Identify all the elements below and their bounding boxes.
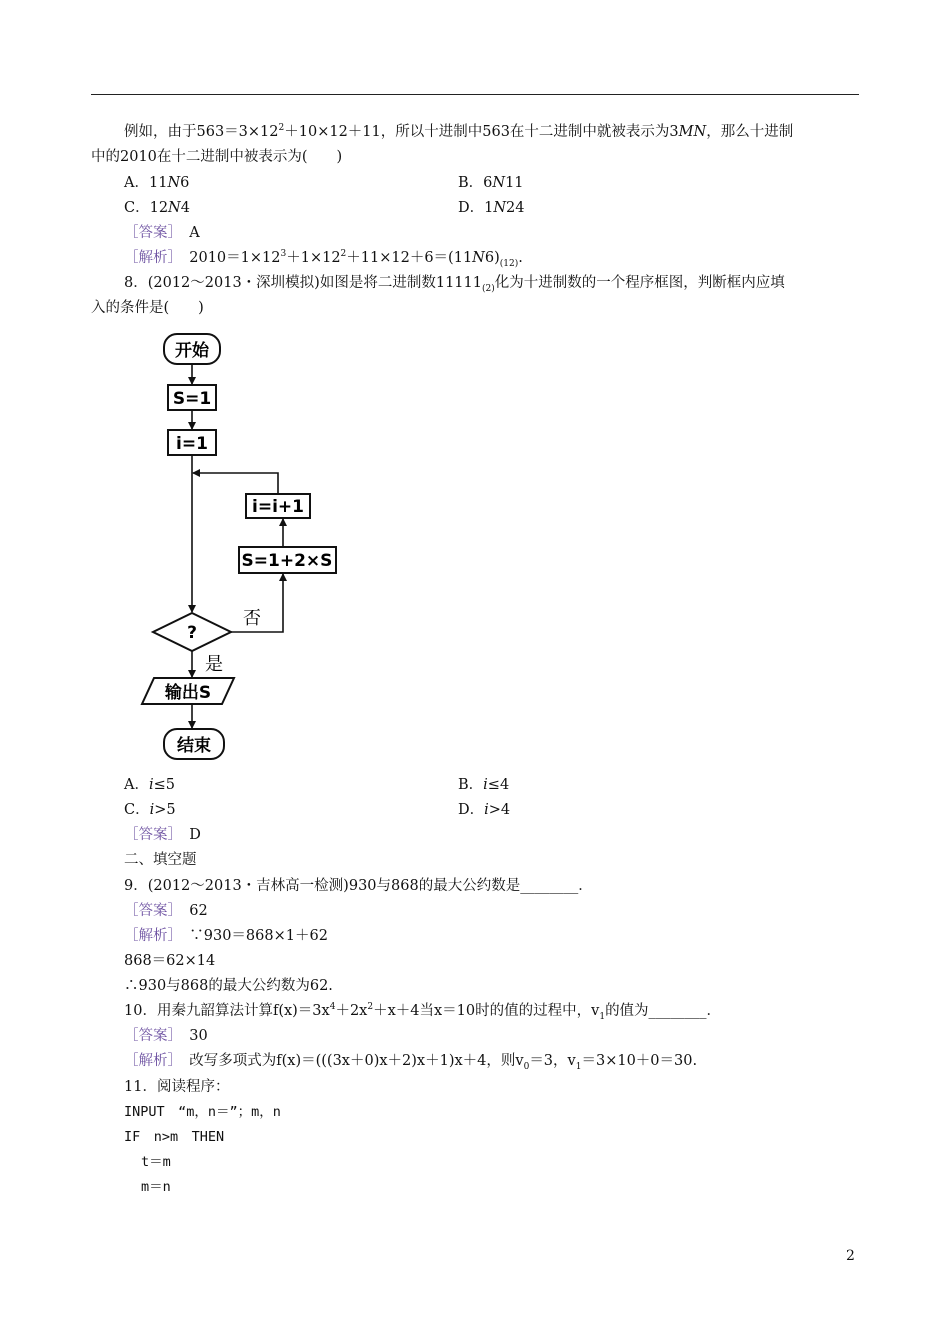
q9-answer: ［答案］ 62 [124, 903, 208, 919]
q9-analysis-line2: 868＝62×14 [124, 953, 216, 969]
flow-no-label: 否 [243, 608, 261, 629]
q8-option-b: B．i≤4 [458, 777, 510, 793]
analysis-tag: ［解析］ [124, 928, 175, 944]
analysis-tag: ［解析］ [124, 1053, 175, 1069]
analysis-tag: ［解析］ [124, 250, 175, 266]
q9-analysis: ［解析］ ∵930＝868×1＋62 [124, 928, 328, 944]
q11-code-line4: m＝n [141, 1179, 171, 1195]
flow-i-inc-label: i=i+1 [252, 497, 304, 517]
flow-i-init-label: i=1 [176, 434, 208, 454]
page-number: 2 [846, 1248, 855, 1264]
q8-stem-line2: 入的条件是( ) [91, 300, 204, 316]
answer-tag: ［答案］ [124, 1028, 175, 1044]
flowchart [140, 328, 360, 768]
q7-answer: ［答案］ A [124, 225, 200, 241]
q11-stem: 11．阅读程序： [124, 1079, 230, 1095]
q8-option-d: D．i>4 [458, 802, 511, 818]
q8-option-a: A．i≤5 [124, 777, 175, 793]
q8-answer: ［答案］ D [124, 827, 201, 843]
q8-stem-line1: 8．(2012～2013・深圳模拟)如图是将二进制数$11111_{(2)}$化为十进制数的一个程序框图，判断框内应填 [124, 275, 785, 294]
q7-option-c: C．12N4 [124, 200, 190, 216]
answer-tag: ［答案］ [124, 827, 175, 843]
flow-decision-label: ? [187, 623, 197, 643]
q7-stem-line2: 中的2010在十二进制中被表示为( ) [91, 149, 343, 165]
q7-option-b: B．6N11 [458, 175, 524, 191]
q11-code-line1: INPUT “m，n＝”；m，n [124, 1104, 281, 1120]
q10-answer: ［答案］ 30 [124, 1028, 208, 1044]
flow-output-label: 输出S [164, 683, 212, 703]
q11-code-line3: t＝m [141, 1154, 171, 1170]
flow-s-update-label: S=1+2×S [241, 551, 333, 571]
q7-option-a: A．11N6 [124, 175, 190, 191]
flow-yes-label: 是 [205, 654, 223, 675]
q7-stem-line1: 例如，由于$563=3\times 12^2+10\times 12+11$，所以十进制中563在十二进制中就被表示为3MN，那么十进制 [124, 123, 794, 140]
q9-analysis-line3: ∴930与868的最大公约数为62. [124, 978, 333, 994]
answer-tag: ［答案］ [124, 225, 175, 241]
q10-stem: 10．用秦九韶算法计算$f(x)=3x^4+2x^2+x+4$当x＝10时的值的过程中，$v_1$的值为________． [124, 1002, 722, 1022]
flow-s-init-label: S=1 [172, 389, 212, 409]
q11-code-line2: IF n>m THEN [124, 1129, 225, 1145]
q7-analysis: ［解析］ $2010=1\times 12^3+1\times 12^2+11\times 12+6=(11N6)_{(12)}$. [124, 249, 523, 269]
flow-start-label: 开始 [175, 341, 209, 361]
q8-option-c: C．i>5 [124, 802, 176, 818]
q7-option-d: D．1N24 [458, 200, 525, 216]
flow-end-label: 结束 [177, 736, 211, 756]
answer-tag: ［答案］ [124, 903, 175, 919]
section-title: 二、填空题 [124, 852, 197, 868]
header-rule [91, 94, 859, 95]
q9-stem: 9．(2012～2013・吉林高一检测)930与868的最大公约数是________． [124, 878, 593, 894]
q10-analysis: ［解析］ 改写多项式为f(x)＝(((3x＋0)x＋2)x＋1)x＋4，则$v_0=3$，$v_1=3\times 10+0=30$. [124, 1053, 698, 1072]
